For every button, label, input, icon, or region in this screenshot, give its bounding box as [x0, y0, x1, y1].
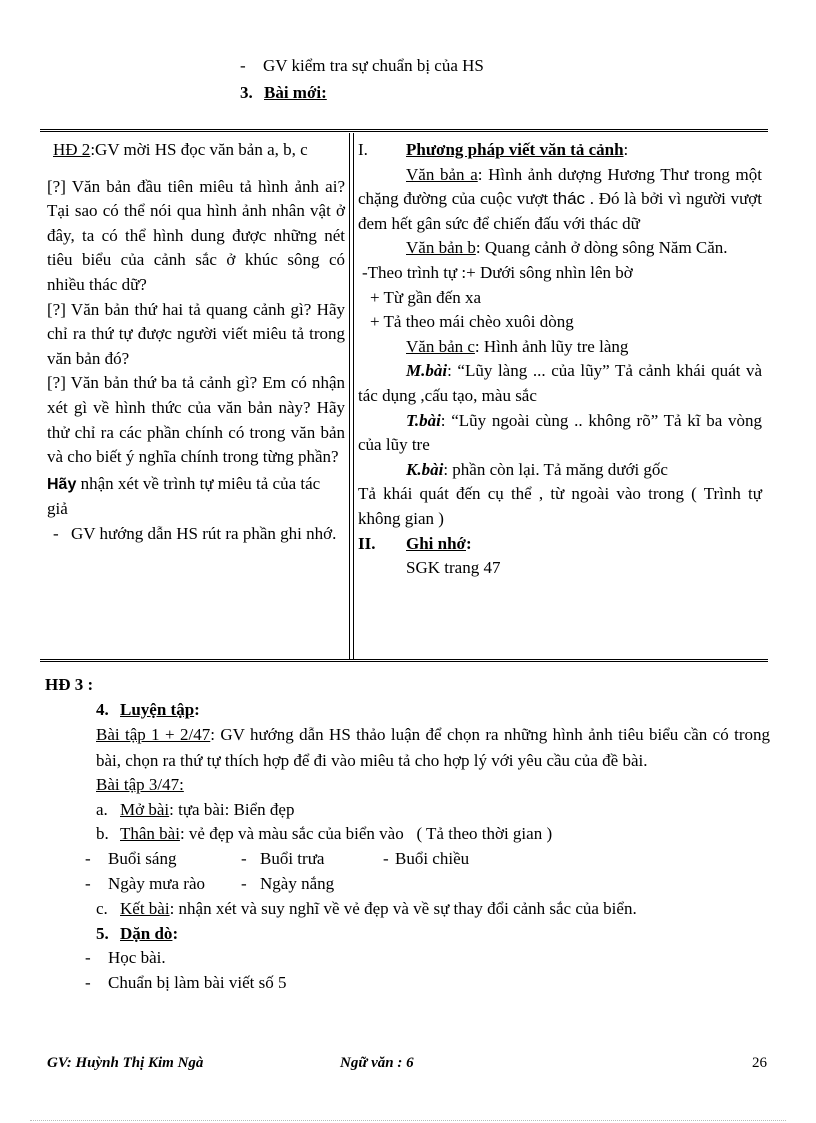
vb-a-label: Văn bản a [406, 164, 478, 184]
check-prep-text: GV kiểm tra sự chuẩn bị của HS [263, 56, 484, 75]
b-label: Thân bài [120, 824, 180, 844]
b-text: : vẻ đẹp và màu sắc của biển vào ( Tả theo thời gian ) [179, 824, 553, 844]
sec1-title: Phương pháp viết văn tả cảnh [406, 140, 624, 159]
vb-a-thac: thác [552, 189, 586, 209]
practice-section [45, 673, 770, 996]
hd3-heading: HĐ 3 : [45, 675, 94, 694]
practice-title: Luyện tập [120, 699, 195, 719]
b-mark: b. [96, 824, 109, 844]
new-lesson-heading: Bài mới: [264, 83, 327, 102]
sec2-title: Ghi nhớ [406, 533, 466, 553]
bt3-label: Bài tập 3/47: [96, 775, 184, 795]
question-2: [?] Văn bản thứ hai tả quang cảnh gì? Hãy chỉ ra thứ tự được người viết miêu tả trong văn bản đó? [47, 299, 345, 368]
summary-text: Tả khái quát đến cụ thể , từ ngoài vào trong ( Trình tự không gian ) [358, 484, 762, 528]
new-lesson-num: 3. [240, 83, 253, 102]
day-sunny: Ngày nắng [260, 873, 335, 893]
tb-label: T.bài [406, 410, 441, 430]
sec1-colon: : [623, 140, 629, 159]
time-noon: Buổi trưa [260, 848, 325, 868]
dash-rainy: - [85, 873, 91, 893]
c-mark: c. [96, 898, 108, 918]
dash-prepare: - [85, 973, 91, 993]
kb-text: : phần còn lại. Tả măng dưới gốc [443, 459, 668, 479]
question-1: [?] Văn bản đầu tiên miêu tả hình ảnh ai? Tại sao có thể nói qua hình ảnh nhân vật ở đây, ta có thể hình dung được những nét tiêu biểu của cảnh sắc ở khúc sông có nhiều thác dữ? [47, 176, 345, 294]
order-2: + Từ gần đến xa [370, 287, 482, 307]
footer-subject: Ngữ văn : 6 [340, 1055, 414, 1071]
dash-learn: - [85, 948, 91, 968]
bt12-label: Bài tập 1 + 2/47 [96, 725, 211, 745]
c-text: : nhận xét và suy nghĩ về vẻ đẹp và về sự thay đổi cảnh sắc của biển. [169, 898, 637, 918]
page-edge-dots [30, 1120, 786, 1121]
practice-num: 4. [96, 699, 109, 719]
table-top-border [40, 129, 768, 132]
column-divider-left [349, 133, 350, 660]
vb-a-rest: . Đó là bởi vì người vượt đem hết gân sức để chiến đấu với thác dữ [358, 189, 763, 233]
order-1: -Theo trình tự :+ Dưới sông nhìn lên bờ [362, 262, 633, 282]
left-column [47, 138, 345, 547]
intro-bullet: - [240, 56, 246, 75]
homework-title: Dặn dò [120, 923, 173, 943]
mb-text: : “Lũy làng ... của lũy” Tả cảnh khái quát và tác dụng ,cấu tạo, màu sắc [358, 361, 762, 405]
footer-teacher: GV: Huỳnh Thị Kim Ngà [47, 1055, 204, 1071]
right-column [358, 138, 762, 581]
tb-text: : “Lũy ngoài cùng .. không rõ” Tả kĩ ba vòng của lũy tre [358, 410, 762, 455]
vb-c-text: : Hình ảnh lũy tre làng [474, 336, 629, 356]
page-number: 26 [752, 1055, 767, 1071]
guide-text: GV hướng dẫn HS rút ra phần ghi nhớ. [71, 523, 337, 543]
vb-c-label: Văn bản c [406, 336, 475, 356]
homework-colon: : [172, 923, 179, 943]
hd2-text: :GV mời HS đọc văn bản a, b, c [90, 140, 308, 159]
hd2-label: HĐ 2 [53, 140, 91, 159]
column-divider-right [353, 133, 354, 660]
vb-b-label: Văn bản b [406, 238, 476, 258]
day-rainy: Ngày mưa rào [108, 873, 206, 893]
kb-label: K.bài [406, 459, 444, 479]
dash-morning: - [85, 848, 91, 868]
sgk-ref: SGK trang 47 [406, 558, 501, 578]
practice-colon: : [194, 699, 200, 719]
c-label: Kết bài [120, 898, 170, 918]
a-text: : tựa bài: Biển đẹp [169, 799, 295, 819]
order-3: + Tả theo mái chèo xuôi dòng [370, 312, 574, 332]
time-afternoon: Buổi chiều [395, 848, 470, 868]
hay-word: Hãy [47, 475, 77, 493]
bt12-text: : GV hướng dẫn HS thảo luận để chọn ra những hình ảnh tiêu biểu cần có trong bài, chọn ra thứ tự thích hợp để đi vào miêu tả cho hợp lý với yêu cầu của đề bài. [96, 725, 770, 770]
hay-rest: nhận xét về trình tự miêu tả của tác giả [47, 473, 321, 519]
sec2-num: II. [358, 533, 376, 553]
homework-num: 5. [96, 923, 109, 943]
guide-bullet: - [53, 523, 59, 543]
sec1-num: I. [358, 140, 368, 159]
vb-a-text: : Hình ảnh dượng Hương Thư trong một chặng đường của cuộc vượt [358, 164, 762, 209]
sec2-colon: : [465, 533, 472, 553]
a-mark: a. [96, 799, 108, 819]
a-label: Mở bài [120, 799, 170, 819]
mb-label: M.bài [406, 361, 448, 381]
dash-sunny: - [241, 873, 247, 893]
time-morning: Buổi sáng [108, 848, 177, 868]
vb-b-text: : Quang cảnh ở dòng sông Năm Căn. [475, 238, 728, 258]
dash-noon: - [241, 848, 247, 868]
homework-prepare: Chuẩn bị làm bài viết số 5 [108, 973, 287, 993]
question-3: [?] Văn bản thứ ba tả cảnh gì? Em có nhận xét gì về hình thức của văn bản này? Hãy thử chỉ ra các phần chính có trong văn bản và cho biết ý nghĩa chính trong từng phần? [47, 373, 345, 467]
dash-afternoon: - [383, 848, 389, 868]
table-bottom-border [40, 659, 768, 662]
homework-learn: Học bài. [108, 948, 166, 968]
